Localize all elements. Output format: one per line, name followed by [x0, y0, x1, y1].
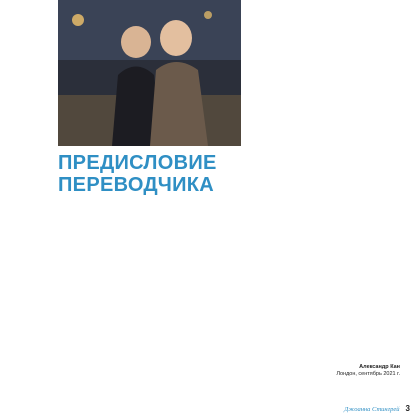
signature-name: Александр Кан: [359, 364, 400, 370]
cover-photo-couple-at-night: [58, 0, 241, 146]
page-number: 3: [405, 404, 410, 413]
signature-place-date: Лондон, сентябрь 2021 г.: [336, 371, 400, 377]
body-text-placeholder: [252, 0, 400, 140]
signature: [240, 364, 400, 378]
page-footer: [180, 404, 410, 416]
page-title: ПРЕДИСЛОВИЕ ПЕРЕВОДЧИКА: [58, 152, 217, 196]
running-title: Джоанна Стингрей: [344, 406, 400, 413]
